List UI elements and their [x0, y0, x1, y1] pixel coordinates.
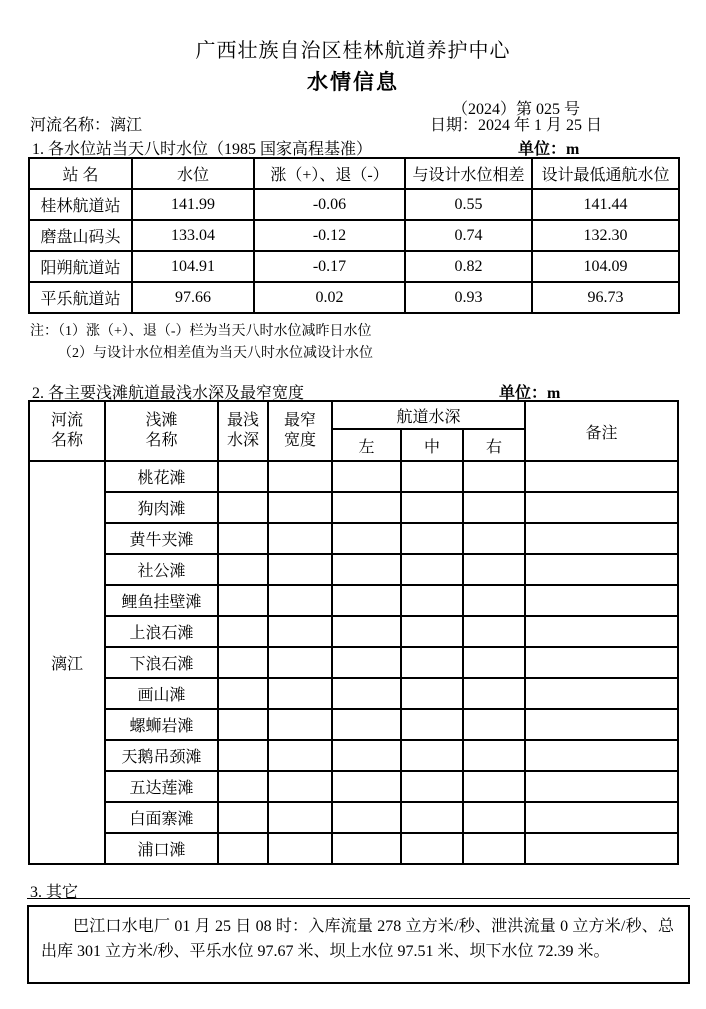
- col-header-min-nav-level: 设计最低通航水位: [532, 158, 679, 189]
- empty-cell: [525, 585, 678, 616]
- note-line-1: 注：（1）涨（+）、退（-）栏为当天八时水位减昨日水位: [30, 324, 372, 339]
- empty-cell: [218, 585, 268, 616]
- empty-cell: [463, 833, 525, 864]
- empty-cell: [463, 554, 525, 585]
- shoal-name-cell: 桃花滩: [105, 461, 218, 492]
- empty-cell: [268, 802, 332, 833]
- empty-cell: [218, 678, 268, 709]
- empty-cell: [332, 740, 401, 771]
- value-cell: 0.55: [405, 189, 532, 220]
- empty-cell: [401, 647, 463, 678]
- section2-title: 2. 各主要浅滩航道最浅水深及最窄宽度: [32, 385, 305, 402]
- shoal-name-cell: 螺蛳岩滩: [105, 709, 218, 740]
- station-name-cell: 桂林航道站: [29, 189, 132, 220]
- date-label: 日期：2024 年 1 月 25 日: [430, 117, 603, 134]
- empty-cell: [463, 523, 525, 554]
- shoal-row: [29, 616, 678, 647]
- col-header-station: 站 名: [29, 158, 132, 189]
- shoal-table: [28, 400, 679, 865]
- empty-cell: [401, 492, 463, 523]
- empty-cell: [525, 647, 678, 678]
- other-info-box: [27, 905, 690, 984]
- shoal-name-cell: 鲤鱼挂壁滩: [105, 585, 218, 616]
- water-level-table-body: [29, 189, 679, 313]
- shoal-row: [29, 678, 678, 709]
- shoal-table-body: [29, 461, 678, 864]
- empty-cell: [218, 616, 268, 647]
- empty-cell: [268, 771, 332, 802]
- col-header-shoal-line1: 浅滩: [145, 412, 178, 429]
- empty-cell: [218, 492, 268, 523]
- empty-cell: [463, 585, 525, 616]
- col-header-river-line1: 河流: [50, 412, 83, 429]
- water-level-row: [29, 282, 679, 313]
- empty-cell: [218, 461, 268, 492]
- value-cell: 0.02: [254, 282, 405, 313]
- water-level-row: [29, 251, 679, 282]
- value-cell: 132.30: [532, 220, 679, 251]
- value-cell: 133.04: [132, 220, 254, 251]
- empty-cell: [401, 833, 463, 864]
- empty-cell: [463, 647, 525, 678]
- empty-cell: [401, 461, 463, 492]
- col-header-rise-fall: 涨（+）、退（-）: [254, 158, 405, 189]
- shoal-name-cell: 下浪石滩: [105, 647, 218, 678]
- empty-cell: [268, 647, 332, 678]
- section2-unit-label: 单位：m: [499, 385, 561, 402]
- empty-cell: [525, 523, 678, 554]
- section1-unit-label: 单位：m: [518, 141, 580, 158]
- empty-cell: [401, 554, 463, 585]
- empty-cell: [332, 802, 401, 833]
- empty-cell: [218, 647, 268, 678]
- note-line-2: （2）与设计水位相差值为当天八时水位减设计水位: [58, 346, 373, 361]
- shoal-header-row-1: [29, 401, 678, 429]
- value-cell: -0.12: [254, 220, 405, 251]
- shoal-row: [29, 523, 678, 554]
- shoal-name-cell: 画山滩: [105, 678, 218, 709]
- col-header-remark: 备注: [525, 401, 678, 461]
- shoal-row: [29, 647, 678, 678]
- empty-cell: [401, 709, 463, 740]
- empty-cell: [218, 833, 268, 864]
- empty-cell: [463, 678, 525, 709]
- shoal-row: [29, 585, 678, 616]
- shoal-row: [29, 771, 678, 802]
- empty-cell: [525, 492, 678, 523]
- empty-cell: [401, 616, 463, 647]
- col-header-left: 左: [332, 429, 401, 461]
- col-header-center: 中: [401, 429, 463, 461]
- section3-title: 3. 其它: [30, 884, 79, 901]
- col-header-min-depth-line1: 最浅: [226, 412, 259, 429]
- empty-cell: [218, 523, 268, 554]
- empty-cell: [332, 647, 401, 678]
- empty-cell: [401, 585, 463, 616]
- value-cell: 96.73: [532, 282, 679, 313]
- river-name-cell: 漓江: [29, 461, 105, 864]
- empty-cell: [218, 709, 268, 740]
- value-cell: 0.74: [405, 220, 532, 251]
- empty-cell: [463, 771, 525, 802]
- document-number: （2024）第 025 号: [452, 101, 581, 118]
- empty-cell: [463, 616, 525, 647]
- empty-cell: [332, 492, 401, 523]
- empty-cell: [463, 492, 525, 523]
- value-cell: -0.17: [254, 251, 405, 282]
- shoal-name-cell: 狗肉滩: [105, 492, 218, 523]
- value-cell: 104.91: [132, 251, 254, 282]
- empty-cell: [218, 554, 268, 585]
- empty-cell: [332, 461, 401, 492]
- empty-cell: [268, 554, 332, 585]
- empty-cell: [463, 709, 525, 740]
- empty-cell: [268, 585, 332, 616]
- section3-divider: [27, 898, 690, 899]
- shoal-name-cell: 浦口滩: [105, 833, 218, 864]
- empty-cell: [525, 461, 678, 492]
- shoal-row: [29, 554, 678, 585]
- col-header-min-depth-line2: 水深: [226, 432, 259, 449]
- water-level-table: [28, 157, 680, 314]
- empty-cell: [268, 461, 332, 492]
- col-header-min-width-line1: 最窄: [283, 412, 316, 429]
- shoal-name-cell: 白面寨滩: [105, 802, 218, 833]
- shoal-name-cell: 天鹅吊颈滩: [105, 740, 218, 771]
- empty-cell: [463, 740, 525, 771]
- empty-cell: [525, 740, 678, 771]
- station-name-cell: 平乐航道站: [29, 282, 132, 313]
- empty-cell: [332, 709, 401, 740]
- col-header-min-width: [268, 401, 332, 461]
- empty-cell: [401, 802, 463, 833]
- water-level-row: [29, 189, 679, 220]
- col-header-design-diff: 与设计水位相差: [405, 158, 532, 189]
- empty-cell: [268, 492, 332, 523]
- value-cell: 141.44: [532, 189, 679, 220]
- col-header-min-width-line2: 宽度: [283, 432, 316, 449]
- empty-cell: [463, 461, 525, 492]
- water-level-row: [29, 220, 679, 251]
- empty-cell: [401, 771, 463, 802]
- shoal-row: [29, 740, 678, 771]
- empty-cell: [332, 585, 401, 616]
- col-header-shoal-name: [105, 401, 218, 461]
- shoal-name-cell: 五达莲滩: [105, 771, 218, 802]
- empty-cell: [525, 709, 678, 740]
- shoal-name-cell: 黄牛夹滩: [105, 523, 218, 554]
- empty-cell: [332, 616, 401, 647]
- col-header-min-depth: [218, 401, 268, 461]
- empty-cell: [218, 740, 268, 771]
- empty-cell: [332, 678, 401, 709]
- empty-cell: [268, 740, 332, 771]
- value-cell: 104.09: [532, 251, 679, 282]
- empty-cell: [525, 678, 678, 709]
- empty-cell: [332, 523, 401, 554]
- shoal-row: [29, 833, 678, 864]
- empty-cell: [525, 616, 678, 647]
- value-cell: 97.66: [132, 282, 254, 313]
- empty-cell: [268, 616, 332, 647]
- station-name-cell: 阳朔航道站: [29, 251, 132, 282]
- empty-cell: [401, 740, 463, 771]
- value-cell: -0.06: [254, 189, 405, 220]
- empty-cell: [401, 523, 463, 554]
- value-cell: 0.93: [405, 282, 532, 313]
- empty-cell: [218, 771, 268, 802]
- shoal-row: [29, 709, 678, 740]
- station-name-cell: 磨盘山码头: [29, 220, 132, 251]
- other-info-text: 巴江口水电厂 01 月 25 日 08 时：入库流量 278 立方米/秒、泄洪流量 0 立方米/秒、总出库 301 立方米/秒、平乐水位 97.67 米、坝上水位 97.51 米、坝下水位 72.39 米。: [41, 918, 674, 960]
- empty-cell: [332, 554, 401, 585]
- river-name-label: 河流名称：漓江: [30, 117, 143, 134]
- col-header-channel-depth: 航道水深: [332, 401, 525, 429]
- shoal-name-cell: 社公滩: [105, 554, 218, 585]
- shoal-name-cell: 上浪石滩: [105, 616, 218, 647]
- shoal-row: [29, 461, 678, 492]
- empty-cell: [268, 709, 332, 740]
- empty-cell: [268, 833, 332, 864]
- empty-cell: [268, 678, 332, 709]
- value-cell: 0.82: [405, 251, 532, 282]
- empty-cell: [525, 554, 678, 585]
- empty-cell: [332, 771, 401, 802]
- col-header-shoal-line2: 名称: [145, 432, 178, 449]
- empty-cell: [218, 802, 268, 833]
- shoal-row: [29, 802, 678, 833]
- water-level-header-row: [29, 158, 679, 189]
- empty-cell: [401, 678, 463, 709]
- empty-cell: [463, 802, 525, 833]
- empty-cell: [525, 771, 678, 802]
- value-cell: 141.99: [132, 189, 254, 220]
- col-header-river-line2: 名称: [50, 432, 83, 449]
- empty-cell: [332, 833, 401, 864]
- shoal-row: [29, 492, 678, 523]
- empty-cell: [268, 523, 332, 554]
- section1-title: 1. 各水位站当天八时水位（1985 国家高程基准）: [32, 141, 373, 158]
- document-title: 水情信息: [307, 70, 399, 94]
- organization-title: 广西壮族自治区桂林航道养护中心: [195, 40, 511, 62]
- empty-cell: [525, 802, 678, 833]
- empty-cell: [525, 833, 678, 864]
- col-header-right: 右: [463, 429, 525, 461]
- col-header-level: 水位: [132, 158, 254, 189]
- col-header-river-name: [29, 401, 105, 461]
